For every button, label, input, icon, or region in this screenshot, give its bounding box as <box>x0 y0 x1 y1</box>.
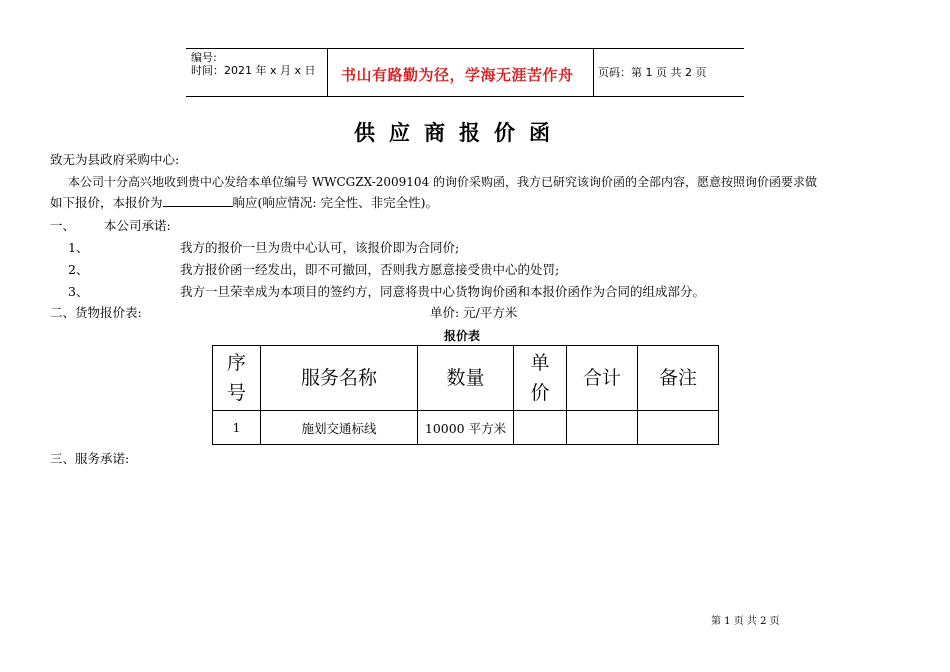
header-unit-price-line-1: 单 <box>530 352 550 374</box>
commitment-3-text: 我方一旦荣幸成为本项目的签约方，同意将贵中心货物询价函和本报价函作为合同的组成部分。 <box>180 284 706 299</box>
cell-remark <box>638 411 719 445</box>
quote-table <box>212 345 719 445</box>
cell-total <box>567 411 638 445</box>
table-header-row <box>213 346 719 411</box>
header-quantity: 数量 <box>418 346 514 411</box>
section-1-label: 本公司承诺: <box>104 218 171 233</box>
header-unit-price-line-2: 价 <box>530 382 550 404</box>
header-unit-price <box>514 346 567 411</box>
cell-unit-price <box>514 411 567 445</box>
unit-price-note: 单价: 元/平方米 <box>430 305 518 320</box>
intro-line-2-after: 响应(响应情况: 完全性、非完全性)。 <box>232 195 438 210</box>
intro-line-2 <box>50 195 438 211</box>
header-seq-line-1: 序 <box>226 352 246 374</box>
section-1-number: 一、 <box>50 218 76 233</box>
header-seq <box>213 346 261 411</box>
response-blank <box>163 195 233 207</box>
section-2-label: 二、货物报价表: <box>50 305 142 320</box>
header-divider-right <box>593 48 594 96</box>
cell-service-name: 施划交通标线 <box>261 411 418 445</box>
document-time-label: 时间：2021 年 x 月 x 日 <box>191 64 316 77</box>
page-footer: 第 1 页 共 2 页 <box>711 616 780 627</box>
document-title: 供应商报价函 <box>354 121 564 145</box>
header-bottom-rule <box>186 96 744 97</box>
commitment-1-text: 我方的报价一旦为贵中心认可，该报价即为合同价; <box>180 240 460 255</box>
intro-line-2-before: 如下报价，本报价为 <box>50 195 163 210</box>
commitment-2-number: 2、 <box>68 262 89 277</box>
header-total: 合计 <box>567 346 638 411</box>
header-motto: 书山有路勤为径，学海无涯苦作舟 <box>341 66 574 84</box>
header-remark: 备注 <box>638 346 719 411</box>
commitment-2-text: 我方报价函一经发出，即不可撤回，否则我方愿意接受贵中心的处罚; <box>180 262 560 277</box>
header-service-name: 服务名称 <box>261 346 418 411</box>
salutation: 致无为县政府采购中心: <box>50 152 180 167</box>
commitment-1-number: 1、 <box>68 240 89 255</box>
table-row <box>213 411 719 445</box>
page-number-label: 页码：第 1 页 共 2 页 <box>598 66 707 79</box>
intro-line-1: 本公司十分高兴地收到贵中心发给本单位编号 WWCGZX-2009104 的询价采购函，我方已研究该询价函的全部内容，愿意按照询价函要求做 <box>68 175 818 189</box>
header-top-rule <box>186 48 744 49</box>
document-number-label: 编号: <box>191 51 217 64</box>
header-seq-line-2: 号 <box>226 382 246 404</box>
section-3-label: 三、服务承诺: <box>50 451 130 466</box>
table-caption: 报价表 <box>444 329 481 343</box>
cell-seq: 1 <box>213 411 261 445</box>
commitment-3-number: 3、 <box>68 284 89 299</box>
cell-quantity: 10000 平方米 <box>418 411 514 445</box>
header-divider-left <box>327 48 328 96</box>
